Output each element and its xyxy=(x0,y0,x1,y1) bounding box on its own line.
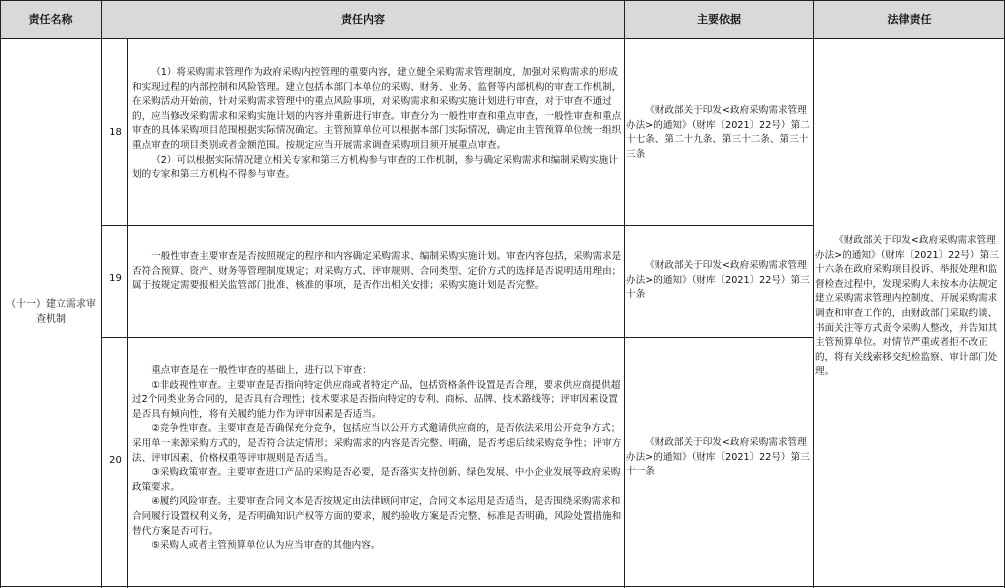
liability-cell xyxy=(815,234,1003,380)
responsibility-name: （十一）建立需求审查机制 xyxy=(6,299,96,325)
grid-line xyxy=(624,0,625,588)
row-20-content xyxy=(132,364,622,554)
row-20-basis-text: 《财政部关于印发<政府采购需求管理办法>的通知》（财库〔2021〕22号）第三十一条 xyxy=(626,437,810,478)
header-name: 责任名称 xyxy=(0,0,101,38)
row-19-paragraph-1: 一般性审查主要审查是否按照规定的程序和内容确定采购需求、编制采购实施计划。审查内容包括，采购需求是否符合预算、资产、财务等管理制度规定；对采购方式、评审规则、合同类型、定价方式的选择是否说明适用理由；属于按规定需要报相关监管部门批准、核准的事项，是否作出相关安排；采购实施计划是否完整。 xyxy=(132,251,622,292)
header-basis: 主要依据 xyxy=(625,0,813,38)
row-number-19: 19 xyxy=(109,273,122,284)
row-20-paragraph-2: ①非歧视性审查。主要审查是否指向特定供应商或者特定产品，包括资格条件设置是否合理，要求供应商提供超过2个同类业务合同的，是否具有合理性；技术要求是否指向特定的专利、商标、品牌、技术路线等；评审因素设置是否具有倾向性，将有关履约能力作为评审因素是否适当。 xyxy=(132,379,621,420)
row-20-paragraph-5: ④履约风险审查。主要审查合同文本是否按规定由法律顾问审定，合同文本运用是否适当，是否围绕采购需求和合同履行设置权利义务，是否明确知识产权等方面的要求，履约验收方案是否完整、标准是否明确，风险处置措施和替代方案是否可行。 xyxy=(132,496,622,537)
row-18-paragraph-1: （1）将采购需求管理作为政府采购内控管理的重要内容，建立健全采购需求管理制度，加强对采购需求的形成和实现过程的内部控制和风险管理。建立包括本部门本单位的采购、财务、业务、监督等内部机构的审查工作机制，在采购活动开始前，针对采购需求管理中的重点风险事项，对采购需求和采购实施计划进行审查，对于审查不通过的，应当修改采购需求和采购实施计划的内容并重新进行审查。审查分为一般性审查和重点审查，一般性审查和重点审查的具体采购项目范围根据实际情况确定。主管预算单位可以根据本部门实际情况，确定由主管预算单位统一组织重点审查的项目类别或者金额范围。按规定应当开展需求调查采购项目须开展重点审查。 xyxy=(132,67,622,151)
row-number-20: 20 xyxy=(109,455,122,466)
row-18-basis xyxy=(626,104,812,162)
row-20-basis xyxy=(626,436,812,480)
row-20-paragraph-4: ③采购政策审查。主要审查进口产品的采购是否必要，是否落实支持创新、绿色发展、中小企业发展等政府采购政策要求。 xyxy=(132,467,621,493)
grid-line xyxy=(127,38,128,588)
row-18-basis-text: 《财政部关于印发<政府采购需求管理办法>的通知》（财库〔2021〕22号）第二十七条、第二十九条、第三十二条、第三十三条 xyxy=(626,105,810,160)
grid-line xyxy=(101,0,102,588)
grid-line xyxy=(0,0,1,588)
grid-line xyxy=(101,337,814,338)
row-20-paragraph-3: ②竞争性审查。主要审查是否确保充分竞争，包括应当以公开方式邀请供应商的，是否依法采用公开竞争方式；采用单一来源采购方式的，是否符合法定情形；采购需求的内容是否完整、明确，是否考虑后续采购竞争性；评审方法、评审因素、价格权重等评审规则是否适当。 xyxy=(132,423,622,464)
row-18-content xyxy=(132,66,622,183)
row-19-basis-text: 《财政部关于印发<政府采购需求管理办法>的通知》（财库〔2021〕22号）第三十条 xyxy=(626,260,810,301)
grid-line xyxy=(101,225,814,226)
grid-line xyxy=(0,38,1005,39)
row-19-basis xyxy=(626,259,812,303)
grid-line xyxy=(813,0,814,588)
row-18-paragraph-2: （2）可以根据实际情况建立相关专家和第三方机构参与审查的工作机制，参与确定采购需求和编制采购实施计划的专家和第三方机构不得参与审查。 xyxy=(132,154,618,181)
row-number-18: 18 xyxy=(109,127,122,138)
responsibility-name-cell xyxy=(4,38,98,586)
row-20-paragraph-6: ⑤采购人或者主管预算单位认为应当审查的其他内容。 xyxy=(151,540,381,552)
header-content: 责任内容 xyxy=(102,0,624,38)
row-20-paragraph-1: 重点审查是在一般性审查的基础上，进行以下审查： xyxy=(151,365,372,376)
grid-line xyxy=(0,0,1005,1)
row-19-content xyxy=(132,250,622,294)
liability-text: 《财政部关于印发<政府采购需求管理办法>的通知》（财库〔2021〕22号）第三十六条在政府采购项目投诉、举报处理和监督检查过程中，发现采购人未按本办法规定建立采购需求管理内控制度、开展采购需求调查和审查工作的，由财政部门采取约谈、书面关注等方式责令采购人整改，并告知其主管预算单位。对情节严重或者拒不改正的，将有关线索移交纪检监察、审计部门处理。 xyxy=(815,235,999,378)
grid-line xyxy=(0,586,1005,587)
header-liability: 法律责任 xyxy=(814,0,1005,38)
